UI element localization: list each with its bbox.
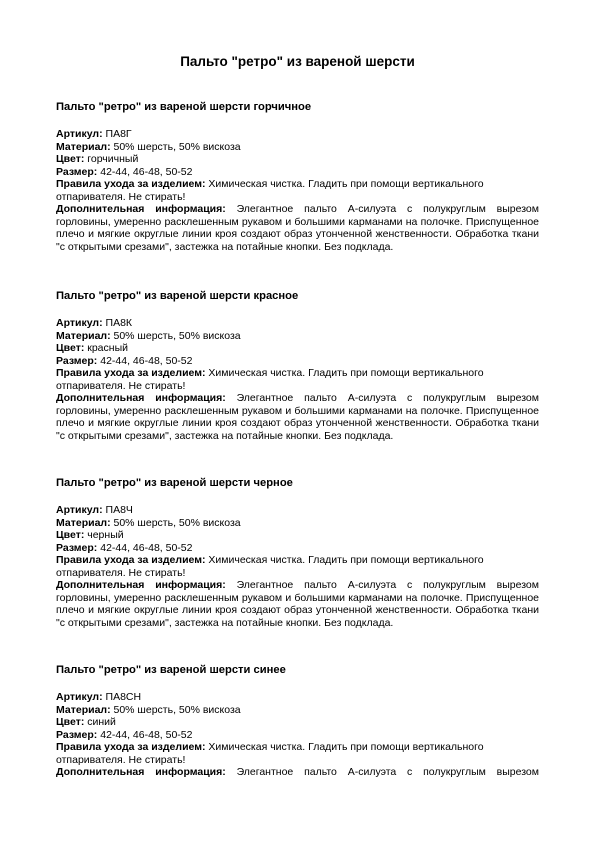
color-value: синий bbox=[87, 716, 116, 728]
sku-value: ПА8Ч bbox=[105, 504, 133, 516]
material-label: Материал: bbox=[56, 516, 111, 529]
material-label: Материал: bbox=[56, 140, 111, 153]
material-value: 50% шерсть, 50% вискоза bbox=[113, 703, 241, 716]
extra-value: Элегантное пальто А-силуэта с полукруглым вырезом горловины, умеренно расклешенным рукавом и большими карманами на полочке. Приспущенное плечо и мягкие округлые линии кроя создают образ утонченной женственности. Обработка ткани "с открытыми срезами", застежка на потайные кнопки. Без подклада. bbox=[56, 203, 539, 253]
size-label: Размер: bbox=[56, 728, 98, 741]
size-value: 42-44, 46-48, 50-52 bbox=[100, 165, 193, 178]
sku-value: ПА8Г bbox=[105, 128, 132, 140]
size-row bbox=[56, 542, 539, 555]
material-label: Материал: bbox=[56, 329, 111, 342]
care-label: Правила ухода за изделием: bbox=[56, 741, 206, 753]
extra-row bbox=[56, 579, 539, 629]
page-title: Пальто "ретро" из вареной шерсти bbox=[180, 54, 415, 69]
sku-value: ПА8К bbox=[105, 317, 133, 329]
size-label: Размер: bbox=[56, 354, 98, 367]
care-value: Химическая чистка. Гладить при помощи вертикального отпаривателя. Не стирать! bbox=[56, 178, 484, 203]
size-label: Размер: bbox=[56, 541, 98, 554]
care-value: Химическая чистка. Гладить при помощи вертикального отпаривателя. Не стирать! bbox=[56, 741, 484, 766]
extra-label: Дополнительная информация: bbox=[56, 392, 226, 404]
color-value: черный bbox=[87, 529, 124, 541]
product-title: Пальто "ретро" из вареной шерсти синее bbox=[56, 664, 286, 676]
color-row bbox=[56, 716, 539, 729]
sku-row bbox=[56, 691, 539, 704]
color-value: горчичный bbox=[87, 153, 139, 165]
extra-row bbox=[56, 392, 539, 442]
sku-row bbox=[56, 128, 539, 141]
extra-label: Дополнительная информация: bbox=[56, 766, 226, 778]
extra-row bbox=[56, 203, 539, 253]
sku-label: Артикул: bbox=[56, 317, 103, 329]
material-value: 50% шерсть, 50% вискоза bbox=[113, 329, 241, 342]
size-label: Размер: bbox=[56, 165, 98, 178]
care-row bbox=[56, 178, 539, 203]
sku-row bbox=[56, 317, 539, 330]
color-row bbox=[56, 153, 539, 166]
color-value: красный bbox=[87, 342, 128, 354]
color-row bbox=[56, 342, 539, 355]
color-label: Цвет: bbox=[56, 529, 85, 541]
size-row bbox=[56, 166, 539, 179]
material-value: 50% шерсть, 50% вискоза bbox=[113, 516, 241, 529]
size-value: 42-44, 46-48, 50-52 bbox=[100, 728, 193, 741]
material-row bbox=[56, 517, 539, 530]
sku-label: Артикул: bbox=[56, 691, 103, 703]
care-label: Правила ухода за изделием: bbox=[56, 554, 206, 566]
sku-value: ПА8СН bbox=[105, 691, 142, 703]
extra-value: Элегантное пальто А-силуэта с полукруглым вырезом горловины, умеренно расклешенным рукавом и большими карманами на полочке. Приспущенное плечо и мягкие округлые линии кроя создают образ утонченной женственности. Обработка ткани "с открытыми срезами", застежка на потайные кнопки. Без подклада. bbox=[56, 579, 539, 629]
care-label: Правила ухода за изделием: bbox=[56, 178, 206, 190]
product-section-black bbox=[56, 476, 539, 629]
size-value: 42-44, 46-48, 50-52 bbox=[100, 541, 193, 554]
sku-label: Артикул: bbox=[56, 128, 103, 140]
product-section-mustard bbox=[56, 100, 539, 253]
sku-label: Артикул: bbox=[56, 504, 103, 516]
material-value: 50% шерсть, 50% вискоза bbox=[113, 140, 241, 153]
care-row bbox=[56, 367, 539, 392]
care-value: Химическая чистка. Гладить при помощи вертикального отпаривателя. Не стирать! bbox=[56, 367, 484, 392]
material-row bbox=[56, 330, 539, 343]
size-row bbox=[56, 355, 539, 368]
product-title: Пальто "ретро" из вареной шерсти горчичное bbox=[56, 101, 312, 113]
product-section-blue bbox=[56, 663, 539, 779]
extra-label: Дополнительная информация: bbox=[56, 579, 226, 591]
care-row bbox=[56, 554, 539, 579]
extra-value: Элегантное пальто А-силуэта с полукруглым вырезом горловины, умеренно расклешенным рукавом и большими карманами на полочке. Приспущенное плечо и мягкие округлые линии кроя создают образ утонченной женственности. Обработка ткани "с открытыми срезами", застежка на потайные кнопки. Без подклада. bbox=[56, 392, 539, 442]
care-label: Правила ухода за изделием: bbox=[56, 367, 206, 379]
color-label: Цвет: bbox=[56, 342, 85, 354]
size-value: 42-44, 46-48, 50-52 bbox=[100, 354, 193, 367]
care-row bbox=[56, 741, 539, 766]
color-label: Цвет: bbox=[56, 716, 85, 728]
material-row bbox=[56, 141, 539, 154]
extra-label: Дополнительная информация: bbox=[56, 203, 226, 215]
product-title: Пальто "ретро" из вареной шерсти черное bbox=[56, 477, 293, 489]
size-row bbox=[56, 729, 539, 742]
care-value: Химическая чистка. Гладить при помощи вертикального отпаривателя. Не стирать! bbox=[56, 554, 484, 579]
product-title: Пальто "ретро" из вареной шерсти красное bbox=[56, 290, 299, 302]
material-row bbox=[56, 704, 539, 717]
sku-row bbox=[56, 504, 539, 517]
color-label: Цвет: bbox=[56, 153, 85, 165]
extra-value: Элегантное пальто А-силуэта с полукруглым вырезом bbox=[236, 766, 539, 778]
material-label: Материал: bbox=[56, 703, 111, 716]
extra-row bbox=[56, 766, 539, 779]
color-row bbox=[56, 529, 539, 542]
product-section-red bbox=[56, 289, 539, 442]
